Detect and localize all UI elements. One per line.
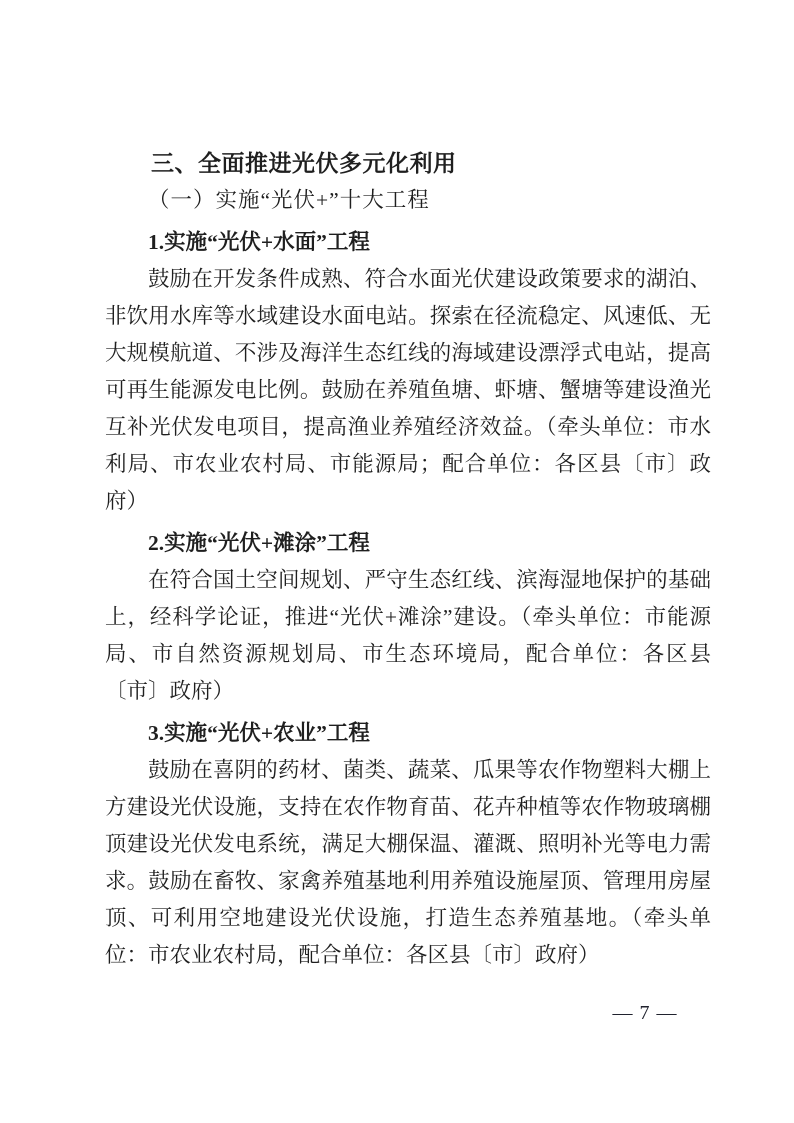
document-content (105, 145, 711, 974)
section-heading: 三、全面推进光伏多元化利用 (151, 150, 457, 176)
subsection-heading: （一）实施“光伏+”十大工程 (148, 188, 430, 212)
item-1-heading: 1.实施“光伏+水面”工程 (148, 230, 370, 254)
item-3 (105, 715, 711, 974)
page-number: — 7 — (612, 1002, 678, 1024)
item-3-heading: 3.实施“光伏+农业”工程 (148, 721, 370, 745)
item-2 (105, 525, 711, 710)
item-2-body: 在符合国土空间规划、严守生态红线、滨海湿地保护的基础上，经科学论证，推进“光伏+滩涂”建设。（牵头单位：市能源局、市自然资源规划局、市生态环境局，配合单位：各区县〔市〕政府） (105, 568, 711, 703)
item-3-body: 鼓励在喜阴的药材、菌类、蔬菜、瓜果等农作物塑料大棚上方建设光伏设施，支持在农作物育苗、花卉种植等农作物玻璃棚顶建设光伏发电系统，满足大棚保温、灌溉、照明补光等电力需求。鼓励在畜牧、家禽养殖基地利用养殖设施屋顶、管理用房屋顶、可利用空地建设光伏设施，打造生态养殖基地。（牵头单位：市农业农村局，配合单位：各区县〔市〕政府） (105, 758, 711, 967)
item-1-body: 鼓励在开发条件成熟、符合水面光伏建设政策要求的湖泊、非饮用水库等水域建设水面电站。探索在径流稳定、风速低、无大规模航道、不涉及海洋生态红线的海域建设漂浮式电站，提高可再生能源发电比例。鼓励在养殖鱼塘、虾塘、蟹塘等建设渔光互补光伏发电项目，提高渔业养殖经济效益。（牵头单位：市水利局、市农业农村局、市能源局；配合单位：各区县〔市〕政府） (105, 267, 711, 513)
item-1 (105, 224, 711, 520)
item-2-heading: 2.实施“光伏+滩涂”工程 (148, 531, 370, 555)
